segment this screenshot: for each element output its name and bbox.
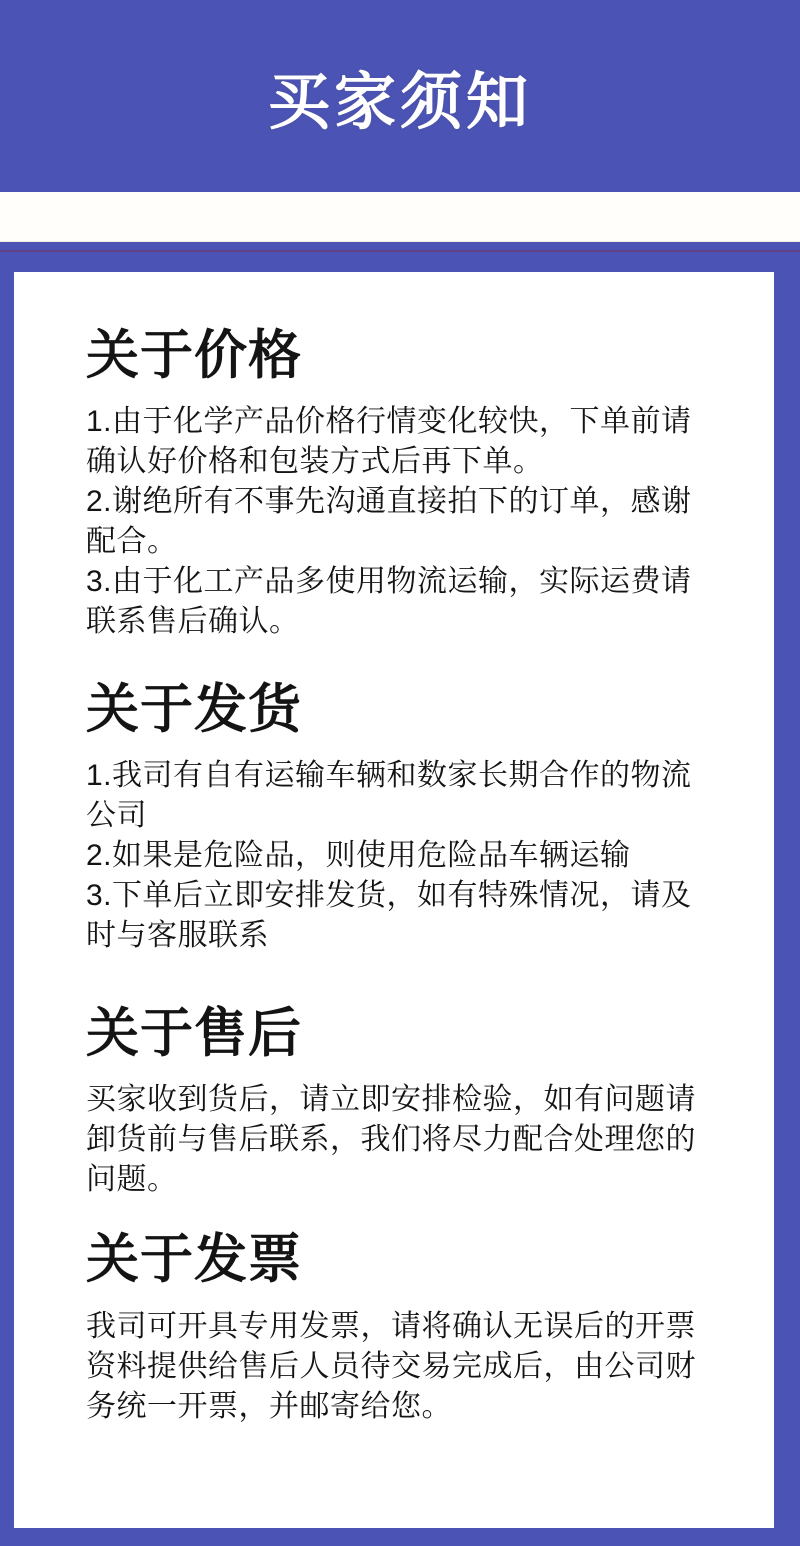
notice-section: [86, 680, 716, 956]
section-body: [86, 1307, 716, 1427]
notice-section: [86, 1004, 716, 1200]
header-separator-stripe: [0, 192, 800, 242]
header-band: [0, 0, 800, 192]
section-paragraph: 我司可开具专用发票，请将确认无误后的开票资料提供给售后人员待交易完成后，由公司财务统一开票，并邮寄给您。: [86, 1309, 696, 1423]
section-body: [86, 402, 716, 642]
notice-section: [86, 1230, 716, 1427]
section-paragraph: 3.下单后立即安排发货，如有特殊情况，请及时与客服联系: [86, 878, 692, 952]
divider-line: [0, 250, 800, 252]
notice-section: [86, 326, 716, 642]
notice-card: [14, 272, 774, 1528]
section-paragraph: 2.谢绝所有不事先沟通直接拍下的订单，感谢配合。: [86, 484, 692, 558]
section-paragraph: 1.我司有自有运输车辆和数家长期合作的物流公司: [86, 758, 692, 832]
section-body: [86, 756, 716, 956]
page-title: 买家须知: [267, 67, 532, 137]
section-body: [86, 1080, 716, 1200]
section-paragraph: 买家收到货后，请立即安排检验，如有问题请卸货前与售后联系，我们将尽力配合处理您的问题。: [86, 1082, 696, 1196]
section-heading: 关于发票: [86, 1229, 302, 1289]
section-heading: 关于售后: [86, 1003, 302, 1063]
section-heading: 关于价格: [86, 326, 302, 385]
section-paragraph: 2.如果是危险品，则使用危险品车辆运输: [86, 838, 631, 872]
section-heading: 关于发货: [86, 679, 302, 739]
section-paragraph: 3.由于化工产品多使用物流运输，实际运费请联系售后确认。: [86, 564, 692, 638]
section-paragraph: 1.由于化学产品价格行情变化较快，下单前请确认好价格和包装方式后再下单。: [86, 404, 692, 478]
